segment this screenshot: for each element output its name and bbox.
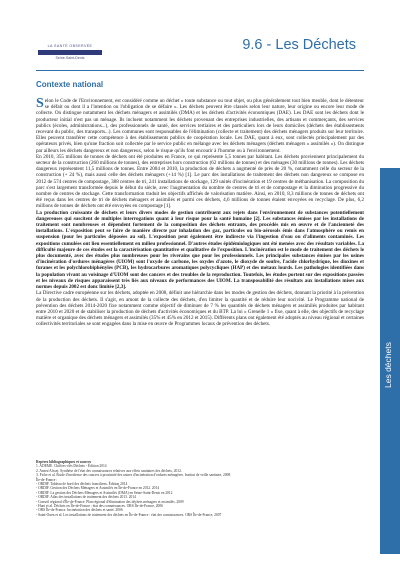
reference-item: - Conseil régional d'Île-de-France. Plan régional d'élimination des déchets ménagers et assimilés. 2009: [36, 499, 184, 504]
reference-item: 2. Anses/Afsset. Synthèse de l'état des connaissances relatives aux effets sanitaires des déchets, 2012.: [36, 468, 182, 473]
logo: [38, 44, 102, 60]
drop-cap: S: [36, 96, 44, 111]
reference-item: - Huet et al. Déchets en Île-de-France : état des connaissances. ORS Île-de-France, 2006: [36, 504, 163, 509]
references-title: Repères bibliographiques et sources: [36, 460, 92, 464]
page-title: 9.6 - Les Déchets: [242, 37, 356, 53]
section-title: Contexte national: [36, 80, 104, 89]
reference-item: - Saint-Ouen et al. Les installations de traitement des déchets en Île-de-France : état des connaissances. ORS Île-de-France, 2007: [36, 512, 222, 517]
side-tab-label: Les déchets: [383, 342, 393, 388]
paragraph-2: En 2010, 355 millions de tonnes de déchets ont été produites en France, ce qui représente 5,5 tonnes par habitant. Les déchets proviennent principalement du secteur de la construction (260 millions de tonnes), des entreprises hors construction (62 millions de tonnes) et des ménages (30 millions de tonnes). Les déchets dangereux représentent 11,5 millions de tonnes. Entre 2004 et 2010, la production de déchets a augmenté de près de 20 %, notamment celle du secteur de la construction (+ 24 %), mais aussi celle des déchets ménagers (+14 %) [1]. Le parc des installations de traitement des déchets non dangereux se compose en 2012 de 574 centres de compostage, 388 centres de tri, 241 installations de stockage, 129 unités d'incinération et 19 centres de méthanisation. La composition du parc s'est largement transformée depuis le début du siècle, avec l'augmentation du nombre de centres de tri et de compostage et la diminution progressive du nombre de centres de stockage. Cette transformation traduit les objectifs affichés de valorisation matière. Ainsi, en 2010, 8,3 millions de tonnes de déchets ont été reçus dans les centres de tri de déchets ménagers et assimilés et parmi ces déchets, 4,6 millions de tonnes étaient envoyées en recyclage. De plus, 6,2 millions de tonnes de déchets ont été envoyées en compostage [1].: [36, 153, 364, 210]
reference-item: - ORDIF. Atlas des installations de traitement des déchets 2013. 2014: [36, 495, 136, 500]
reference-item: Île-de-France :: [36, 477, 58, 482]
logo-text-bottom: Seine-Saint-Denis: [55, 56, 85, 60]
reference-item: 3. Fiche et al. Étude d'incidence des cancers à proximité des usines d'incinération d'ordures ménagères. Institut de veille sanitaire, 2008: [36, 473, 231, 478]
paragraph-4: La Directive cadre européenne sur les déchets, adoptée en 2008, définit une hiérarchie dans les modes de gestion des déchets, donnant la priorité à la prévention de la production des déchets. Il s'agit, en amont de la collecte des déchets, d'en limiter la quantité et de réduire leur nocivité. Le Programme national de prévention des déchets 2014-2020 fixe notamment comme objectif de diminuer de 7 % les quantités de déchets ménagers et assimilés produites par habitant entre 2010 et 2020 et de stabiliser la production de déchets d'activités économiques et du BTP. La loi « Grenelle 1 » fixe, quant à elle, des objectifs de recyclage matière et organique des déchets ménagers et assimilés (35% et 45% en 2012 et 2015). Différents plans ont également été adoptés au niveau régional et certaines collectivités territoriales se sont engagées dans la mise en œuvre de Programmes locaux de prévention des déchets.: [36, 290, 364, 328]
reference-item: - ORDIF. La gestion des Déchets Ménagers et Assimilés (DMA) en Seine-Saint-Denis en 2012: [36, 490, 173, 495]
logo-text-top: LA SANTÉ OBSERVÉE: [47, 44, 93, 48]
reference-item: - ORS Île-de-France. Incinération des déchets et santé. 2006: [36, 508, 123, 513]
reference-item: - ORDIF. Tableau de bord des déchets franciliens. Édition 2014: [36, 482, 128, 487]
reference-item: - ORDIF. Gestion des Déchets Ménagers et Assimilés en Île-de-France en 2012. 2014: [36, 486, 160, 491]
paragraph-3: La production croissante de déchets et leurs divers modes de gestion contribuent aux rejets dans l'environnement de substances potentiellement dangereuses qui suscitent de multiples interrogations quant à leur risque pour la santé humaine [2]. Les substances émises par les installations de traitement sont nombreuses et dépendent fortement de la composition des déchets entrants, des procédés mis en œuvre et de l'ancienneté des installations. L'exposition peut se faire de manière directe par inhalation des gaz, particules ou bio-aérosols émis dans l'atmosphère ou remis en suspension (pour les particules déposées au sol). L'exposition peut également être indirecte via l'ingestion d'eau ou d'aliments contaminés. Les expositions cumulées ont lieu essentiellement en milieu professionnel. D'autres études épidémiologiques ont été menées avec des résultats variables. La difficulté majeure de ces études est la caractérisation quantitative et qualitative de l'exposition. L'incinération est le mode de traitement des déchets le plus documenté, avec des études plus nombreuses pour les riverains que pour les professionnels. Les principales substances émises par les usines d'incinération d'ordures ménagères (UIOM) sont l'oxyde de carbone, les oxydes d'azote, le dioxyde de soufre, l'acide chlorhydrique, les dioxines et furanes et les polychlorobiphényles (PCB), les hydrocarbures aromatiques polycycliques (HAP) et des métaux lourds. Les pathologies identifiées dans la population vivant au voisinage d'UIOM sont des cancers et des troubles de la reproduction. Toutefois, les études portent sur des expositions passées et les niveaux de risques apparaissent très liés aux niveaux de performances des UIOM. La transposabilité des résultats aux installations mises aux normes depuis 2002 est donc limitée [2,3].: [36, 209, 364, 291]
paragraph-1: Selon le Code de l'Environnement, est considéré comme un déchet « toute substance ou tout objet, ou plus généralement tout bien meuble, dont le détenteur se défait ou dont il a l'intention ou l'obligation de se défaire ». Les déchets peuvent être classés selon leur nature, leur origine ou encore leur mode de collecte. On distingue notamment les déchets ménagers et assimilés (DMA) et les déchets d'activités économiques (DAE). Les DAE sont les déchets dont le producteur initial n'est pas un ménage. Ils incluent notamment les déchets provenant des entreprises industrielles, des artisans et commerçants, des services publics (écoles, administrations...), des professionnels de santé, des services tertiaires et des particuliers lors de leurs domiciles (déchets des établissements recevant du public, des transports...). Les communes sont responsables de l'élimination (collecte et traitement) des déchets ménagers produits sur leur territoire. Elles peuvent transférer cette compétence à des établissements publics de coopération locale. Les DAE, quant à eux, sont collectés principalement par des opérateurs privés, bien qu'une fraction soit collectée par le service public en mélange avec les déchets ménagers (déchets ménagers « assimilés »). On distingue par ailleurs les déchets dangereux et non dangereux, selon le risque qu'ils font encourir à l'homme ou à l'environnement.: [36, 96, 364, 154]
header-divider: [36, 70, 364, 71]
reference-item: 1. ADEME. Chiffres-clés Déchets - Édition 2014: [36, 464, 107, 469]
references: [36, 460, 366, 517]
logo-bar: [38, 50, 102, 55]
body-text: [36, 98, 364, 328]
